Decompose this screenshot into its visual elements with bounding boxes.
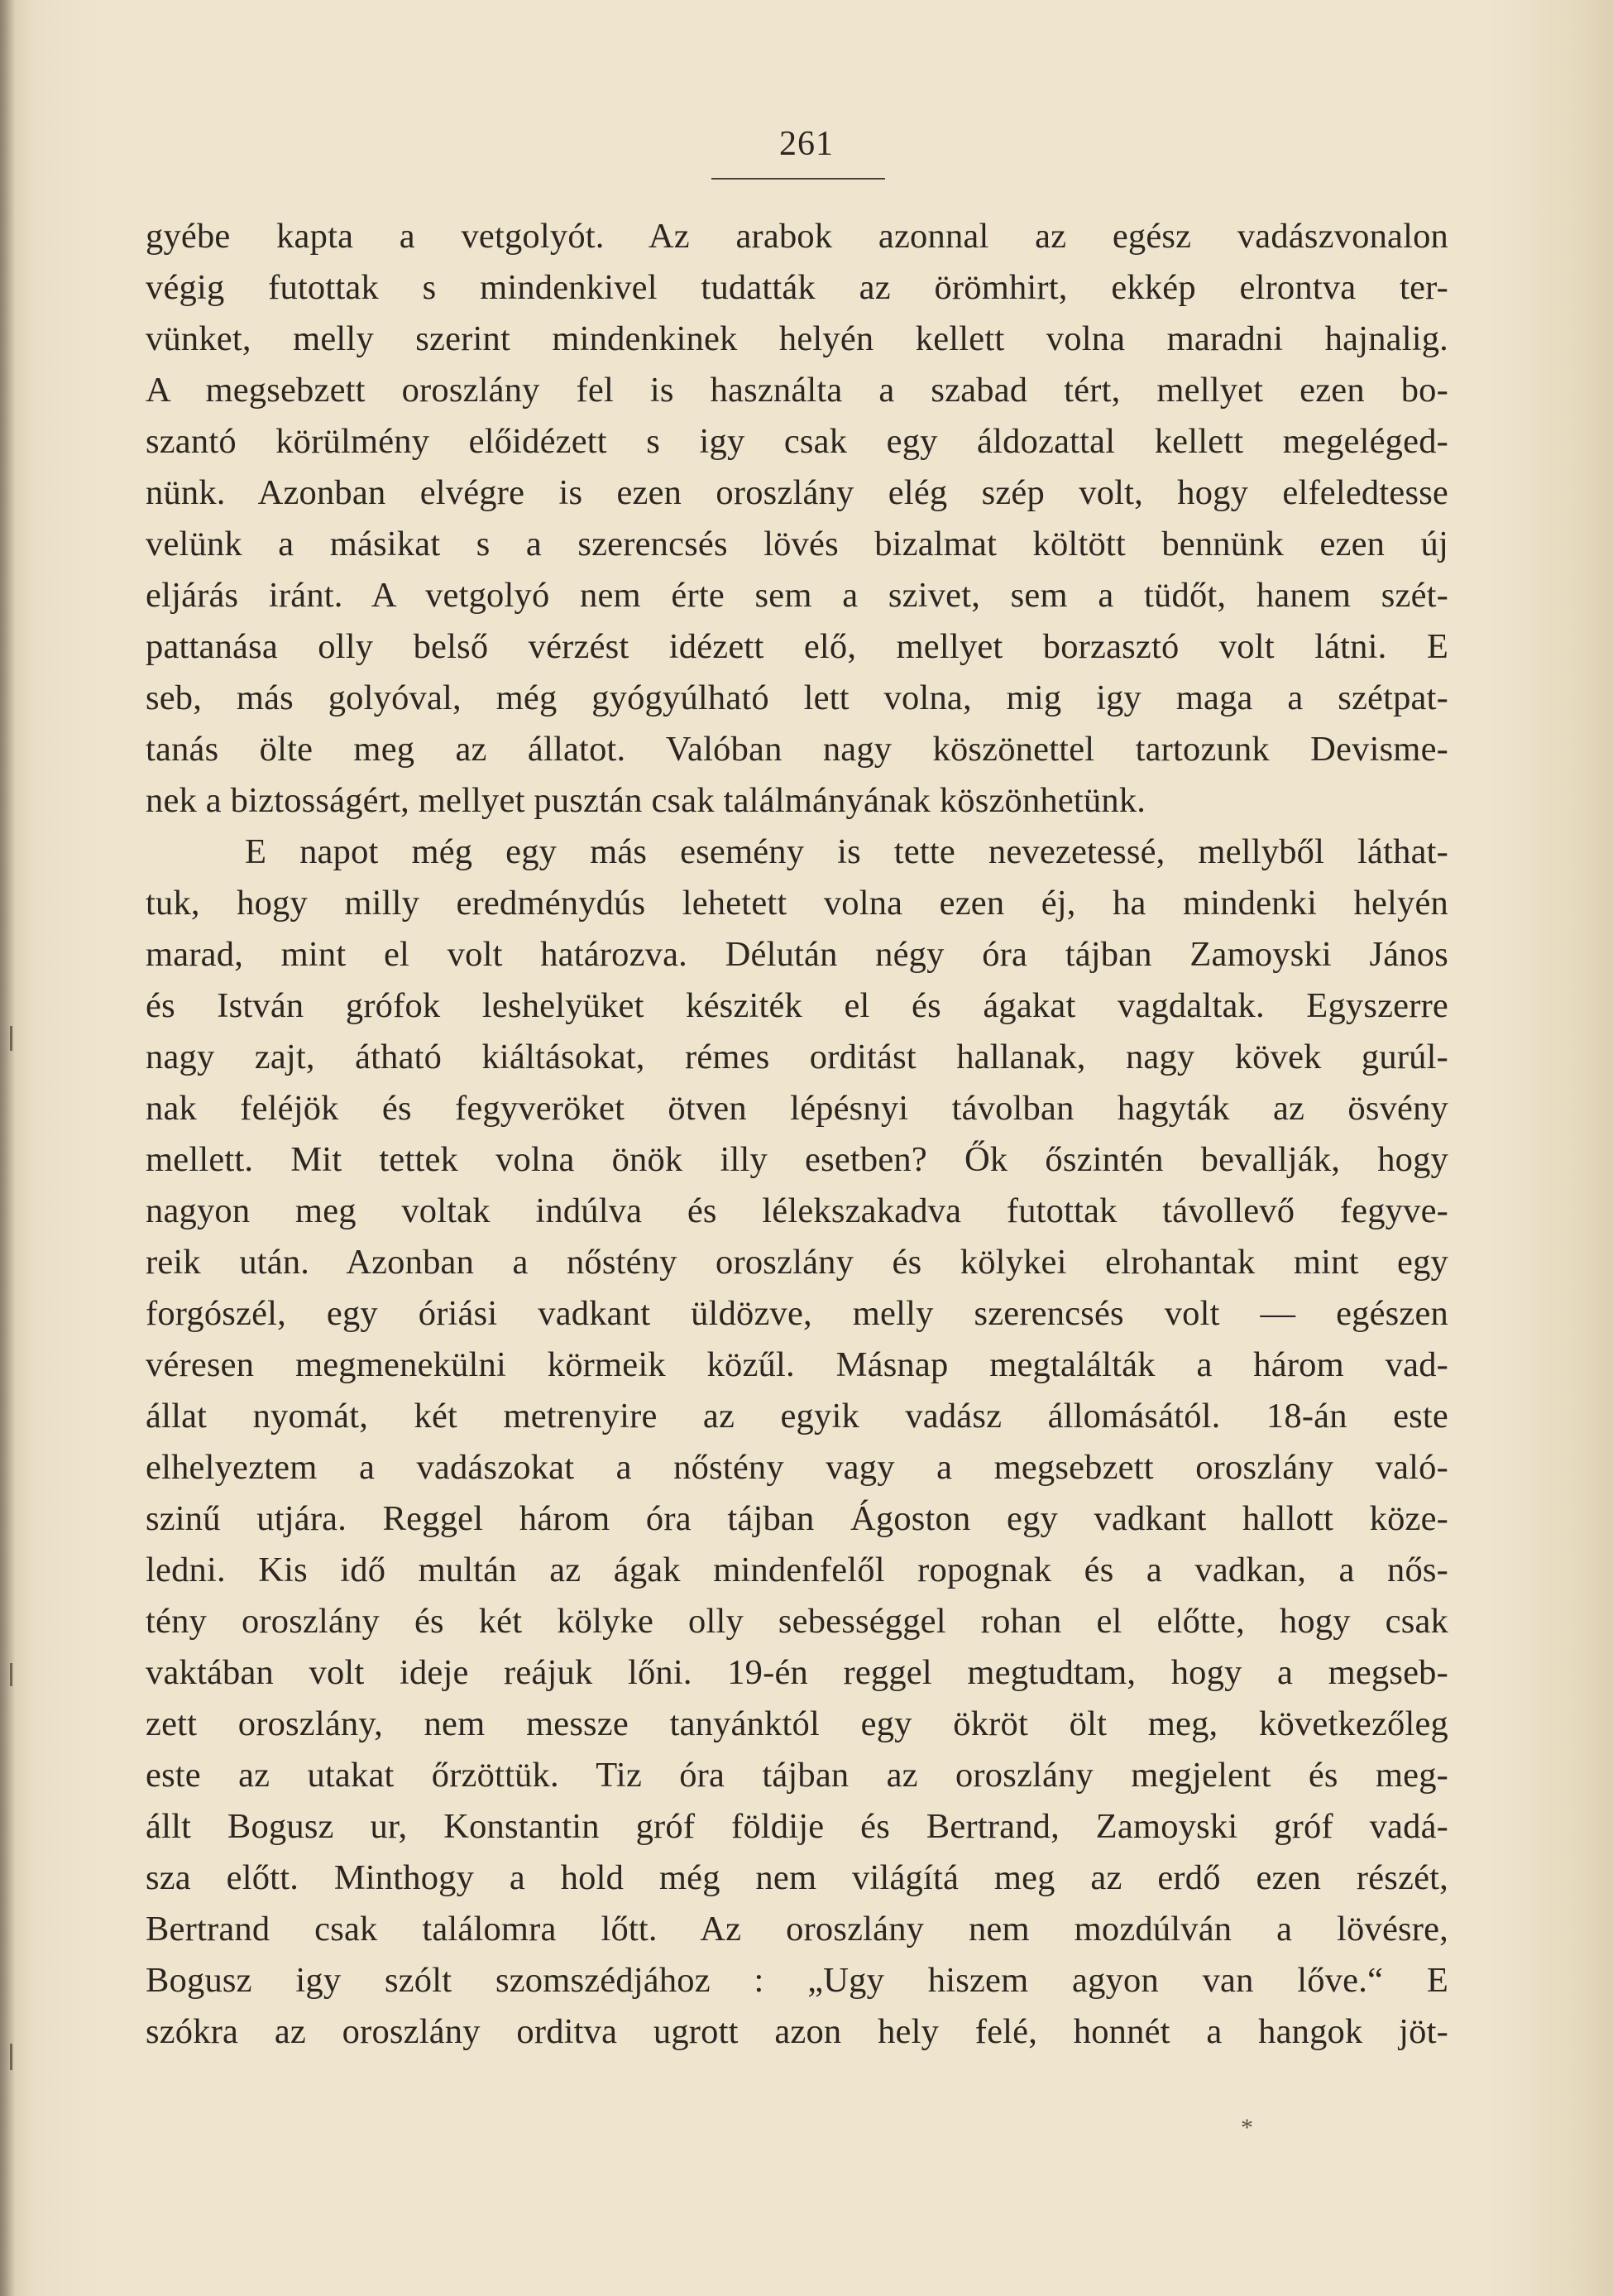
margin-mark — [10, 1026, 12, 1051]
text-line: marad, mint el volt határozva. Délután négy óra tájban Zamoyski János — [146, 935, 1448, 974]
text-line: tuk, hogy milly eredménydús lehetett volna ezen éj, ha mindenki helyén — [146, 884, 1448, 923]
spine-shadow — [0, 0, 15, 2296]
text-line: nagy zajt, átható kiáltásokat, rémes orditást hallanak, nagy kövek gurúl- — [146, 1038, 1448, 1076]
text-line: E napot még egy más esemény is tette nevezetessé, mellyből láthat- — [245, 832, 1448, 871]
text-line: szinű utjára. Reggel három óra tájban Ágoston egy vadkant hallott köze- — [146, 1499, 1448, 1538]
text-line: mellett. Mit tettek volna önök illy esetben? Ők őszintén bevallják, hogy — [146, 1140, 1448, 1179]
text-line: Bertrand csak találomra lőtt. Az oroszlány nem mozdúlván a lövésre, — [146, 1910, 1448, 1948]
text-line: tény oroszlány és két kölyke olly sebességgel rohan el előtte, hogy csak — [146, 1602, 1448, 1641]
text-line: nünk. Azonban elvégre is ezen oroszlány elég szép volt, hogy elfeledtesse — [146, 473, 1448, 512]
text-line: ledni. Kis idő multán az ágak mindenfelől ropognak és a vadkan, a nős- — [146, 1551, 1448, 1589]
text-line: zett oroszlány, nem messze tanyánktól egy ökröt ölt meg, következőleg — [146, 1704, 1448, 1743]
text-line: elhelyeztem a vadászokat a nőstény vagy a megsebzett oroszlány való- — [146, 1448, 1448, 1487]
text-line: nak feléjök és fegyveröket ötven lépésnyi távolban hagyták az ösvény — [146, 1089, 1448, 1128]
text-line: gyébe kapta a vetgolyót. Az arabok azonnal az egész vadászvonalon — [146, 217, 1448, 256]
text-line: este az utakat őrzöttük. Tiz óra tájban az oroszlány megjelent és meg- — [146, 1756, 1448, 1795]
text-line: seb, más golyóval, még gyógyúlható lett volna, mig igy maga a szétpat- — [146, 678, 1448, 717]
text-line: reik után. Azonban a nőstény oroszlány és kölykei elrohantak mint egy — [146, 1243, 1448, 1282]
margin-mark — [10, 1663, 12, 1686]
text-line: vaktában volt ideje reájuk lőni. 19-én reggel megtudtam, hogy a megseb- — [146, 1653, 1448, 1692]
text-line: forgószél, egy óriási vadkant üldözve, melly szerencsés volt — egészen — [146, 1294, 1448, 1333]
page-number: 261 — [779, 125, 834, 163]
text-line: és István grófok leshelyüket késziték el és ágakat vagdaltak. Egyszerre — [146, 986, 1448, 1025]
text-line: végig futottak s mindenkivel tudatták az örömhirt, ekkép elrontva ter- — [146, 268, 1448, 307]
text-line: nagyon meg voltak indúlva és lélekszakadva futottak távollevő fegyve- — [146, 1191, 1448, 1230]
body-text — [146, 211, 1448, 2058]
text-line: állt Bogusz ur, Konstantin gróf földije és Bertrand, Zamoyski gróf vadá- — [146, 1807, 1448, 1846]
text-line: vünket, melly szerint mindenkinek helyén kellett volna maradni hajnalig. — [146, 319, 1448, 358]
text-line: sza előtt. Minthogy a hold még nem világítá meg az erdő ezen részét, — [146, 1858, 1448, 1897]
margin-mark — [10, 2044, 12, 2070]
printer-mark: * — [1241, 2114, 1253, 2141]
text-line: szókra az oroszlány orditva ugrott azon hely felé, honnét a hangok jöt- — [146, 2012, 1448, 2051]
text-line: pattanása olly belső vérzést idézett elő, mellyet borzasztó volt látni. E — [146, 627, 1448, 666]
header-rule — [711, 178, 885, 180]
paragraph-1 — [146, 211, 1448, 827]
text-line: Bogusz igy szólt szomszédjához : „Ugy hiszem agyon van lőve.“ E — [146, 1961, 1448, 2000]
text-line: A megsebzett oroszlány fel is használta a szabad tért, mellyet ezen bo- — [146, 371, 1448, 410]
text-line: állat nyomát, két metrenyire az egyik vadász állomásától. 18-án este — [146, 1397, 1448, 1436]
paragraph-2 — [146, 827, 1448, 2058]
text-line: szantó körülmény előidézett s igy csak egy áldozattal kellett megeléged- — [146, 422, 1448, 461]
text-line: véresen megmenekülni körmeik közűl. Másnap megtalálták a három vad- — [146, 1345, 1448, 1384]
text-line: eljárás iránt. A vetgolyó nem érte sem a szivet, sem a tüdőt, hanem szét- — [146, 576, 1448, 615]
text-line: nek a biztosságért, mellyet pusztán csak találmányának köszönhetünk. — [146, 781, 1146, 820]
text-line: velünk a másikat s a szerencsés lövés bizalmat költött bennünk ezen új — [146, 525, 1448, 563]
text-line: tanás ölte meg az állatot. Valóban nagy köszönettel tartozunk Devisme- — [146, 730, 1448, 769]
